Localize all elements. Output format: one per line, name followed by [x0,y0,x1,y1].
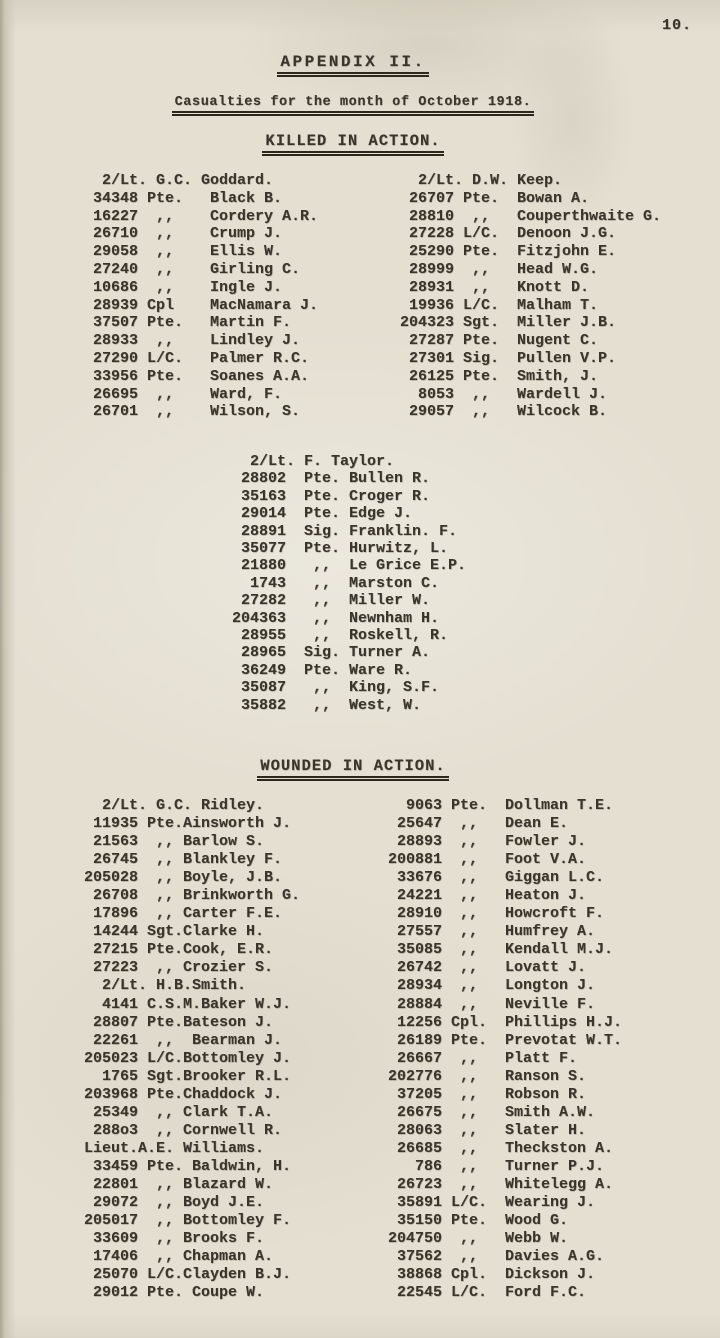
casualty-entry: 35077 Pte. Hurwitz, L. [232,540,449,558]
casualty-entry: 26675 ,, Smith A.W. [388,1103,596,1121]
casualty-entry: 26701 ,, Wilson, S. [84,403,301,421]
casualty-entry: 33956 Pte. Soanes A.A. [84,367,310,385]
casualty-entry: 27287 Pte. Nugent C. [400,332,599,350]
casualty-entry: 21563 ,, Barlow S. [84,833,265,851]
appendix-title-row [0,53,706,77]
casualty-entry: 25349 ,, Clark T.A. [84,1103,274,1121]
casualty-entry: 205017 ,, Bottomley F. [84,1212,292,1230]
casualty-entry: 19936 L/C. Malham T. [400,296,599,314]
page-subtitle: Casualties for the month of October 1918. [172,95,535,116]
casualty-entry: 26710 ,, Crump J. [84,225,283,243]
casualty-entry: 205023 L/C.Bottomley J. [84,1049,292,1067]
casualty-entry: 2/Lt. H.B.Smith. [84,977,247,995]
casualty-entry: 26695 ,, Ward, F. [84,385,283,403]
casualty-entry: 786 ,, Turner P.J. [388,1157,605,1175]
killed-in-action-heading: KILLED IN ACTION. [262,132,443,156]
casualty-entry: 21880 ,, Le Grice E.P. [232,557,467,575]
casualty-entry: 35163 Pte. Croger R. [232,487,431,505]
casualty-entry: 28891 Sig. Franklin. F. [232,522,458,540]
casualty-entry: 200881 ,, Foot V.A. [388,851,587,869]
casualty-entry: 27290 L/C. Palmer R.C. [84,349,310,367]
casualty-entry: 29012 Pte. Coupe W. [84,1284,265,1302]
casualty-entry: 27223 ,, Crozier S. [84,959,274,977]
casualty-entry: 204323 Sgt. Miller J.B. [400,314,617,332]
casualty-entry: 36249 Pte. Ware R. [232,661,413,679]
casualty-entry: 29058 ,, Ellis W. [84,243,283,261]
casualty-entry: 10686 ,, Ingle J. [84,278,283,296]
casualty-entry: 28933 ,, Lindley J. [84,332,301,350]
casualty-entry: 37507 Pte. Martin F. [84,314,292,332]
casualty-entry: 33609 ,, Brooks F. [84,1230,265,1248]
casualty-entry: 27215 Pte.Cook, E.R. [84,941,274,959]
casualty-entry: 2/Lt. G.C. Ridley. [84,797,265,814]
casualty-entry: 26685 ,, Theckston A. [388,1139,614,1157]
wounded-left-column [84,797,300,1302]
casualty-entry: 26708 ,, Brinkworth G. [84,887,301,905]
casualty-entry: 28939 Cpl MacNamara J. [84,296,319,314]
casualty-entry: 25647 ,, Dean E. [388,815,569,833]
casualty-entry: 26707 Pte. Bowan A. [400,189,590,207]
casualty-entry: 34348 Pte. Black B. [84,189,283,207]
casualty-entry: 27228 L/C. Denoon J.G. [400,225,617,243]
casualty-entry: 22261 ,, Bearman J. [84,1031,283,1049]
killed-right-column [400,172,661,421]
casualty-entry: 28810 ,, Couperthwaite G. [400,207,662,225]
casualty-entry: 17896 ,, Carter F.E. [84,905,283,923]
casualty-entry: 26189 Pte. Prevotat W.T. [388,1031,623,1049]
casualty-entry: 28955 ,, Roskell, R. [232,627,449,645]
casualty-entry: 28965 Sig. Turner A. [232,644,431,662]
casualty-entry: 29014 Pte. Edge J. [232,505,413,523]
casualty-entry: 4141 C.S.M.Baker W.J. [84,995,292,1013]
killed-centre-column [232,453,466,714]
page-number: 10. [661,17,692,34]
casualty-entry: 28802 Pte. Bullen R. [232,470,431,488]
casualty-entry: 2/Lt. F. Taylor. [232,453,395,470]
casualty-entry: 35150 Pte. Wood G. [388,1212,569,1230]
casualty-entry: 33676 ,, Giggan L.C. [388,869,605,887]
casualty-entry: 35087 ,, King, S.F. [232,679,440,697]
casualty-entry: 1765 Sgt.Brooker R.L. [84,1067,292,1085]
casualty-entry: 26742 ,, Lovatt J. [388,959,587,977]
casualty-entry: 28999 ,, Head W.G. [400,260,599,278]
wounded-in-action-heading: WOUNDED IN ACTION. [257,757,448,781]
casualty-entry: 9063 Pte. Dollman T.E. [388,797,614,814]
casualty-entry: 28884 ,, Neville F. [388,995,596,1013]
page-title: APPENDIX II. [277,53,428,77]
casualty-entry: Lieut.A.E. Williams. [84,1139,265,1157]
casualty-entry: 204363 ,, Newnham H. [232,609,440,627]
casualty-entry: 1743 ,, Marston C. [232,574,440,592]
wounded-heading-row [0,757,706,781]
casualty-entry: 29057 ,, Wilcock B. [400,403,608,421]
casualty-entry: 27557 ,, Humfrey A. [388,923,596,941]
casualties-subtitle-row [0,95,706,116]
casualty-entry: 26125 Pte. Smith, J. [400,367,599,385]
killed-left-column [84,172,318,421]
casualty-entry: 27282 ,, Miller W. [232,592,431,610]
casualty-entry: 26723 ,, Whitelegg A. [388,1175,614,1193]
casualty-entry: 28063 ,, Slater H. [388,1121,587,1139]
casualty-entry: 202776 ,, Ranson S. [388,1067,587,1085]
casualty-entry: 203968 Pte.Chaddock J. [84,1085,283,1103]
casualty-entry: 8053 ,, Wardell J. [400,385,608,403]
casualty-entry: 2/Lt. D.W. Keep. [400,172,563,189]
casualty-entry: 24221 ,, Heaton J. [388,887,587,905]
casualty-entry: 38868 Cpl. Dickson J. [388,1266,596,1284]
casualty-entry: 28931 ,, Knott D. [400,278,590,296]
casualty-entry: 205028 ,, Boyle, J.B. [84,869,283,887]
casualty-entry: 25290 Pte. Fitzjohn E. [400,243,617,261]
casualty-entry: 16227 ,, Cordery A.R. [84,207,319,225]
wounded-right-column [388,797,622,1302]
casualty-entry: 26667 ,, Platt F. [388,1049,578,1067]
casualty-entry: 11935 Pte.Ainsworth J. [84,815,292,833]
casualty-entry: 204750 ,, Webb W. [388,1230,569,1248]
casualty-entry: 288o3 ,, Cornwell R. [84,1121,283,1139]
casualty-entry: 37205 ,, Robson R. [388,1085,587,1103]
casualty-entry: 33459 Pte. Baldwin, H. [84,1157,292,1175]
casualty-entry: 26745 ,, Blankley F. [84,851,283,869]
casualty-entry: 12256 Cpl. Phillips H.J. [388,1013,623,1031]
casualty-entry: 28893 ,, Fowler J. [388,833,587,851]
casualty-entry: 28807 Pte.Bateson J. [84,1013,274,1031]
casualty-entry: 27301 Sig. Pullen V.P. [400,349,617,367]
casualty-entry: 28910 ,, Howcroft F. [388,905,605,923]
casualty-entry: 29072 ,, Boyd J.E. [84,1194,265,1212]
casualty-entry: 28934 ,, Longton J. [388,977,596,995]
casualty-entry: 25070 L/C.Clayden B.J. [84,1266,292,1284]
casualty-entry: 27240 ,, Girling C. [84,260,301,278]
casualty-entry: 22545 L/C. Ford F.C. [388,1284,587,1302]
casualty-entry: 35085 ,, Kendall M.J. [388,941,614,959]
casualty-entry: 37562 ,, Davies A.G. [388,1248,605,1266]
casualty-entry: 35882 ,, West, W. [232,696,422,714]
casualty-entry: 22801 ,, Blazard W. [84,1175,274,1193]
casualty-entry: 17406 ,, Chapman A. [84,1248,274,1266]
killed-heading-row [0,132,706,156]
casualty-entry: 14244 Sgt.Clarke H. [84,923,265,941]
casualty-entry: 35891 L/C. Wearing J. [388,1194,596,1212]
casualty-entry: 2/Lt. G.C. Goddard. [84,172,274,189]
